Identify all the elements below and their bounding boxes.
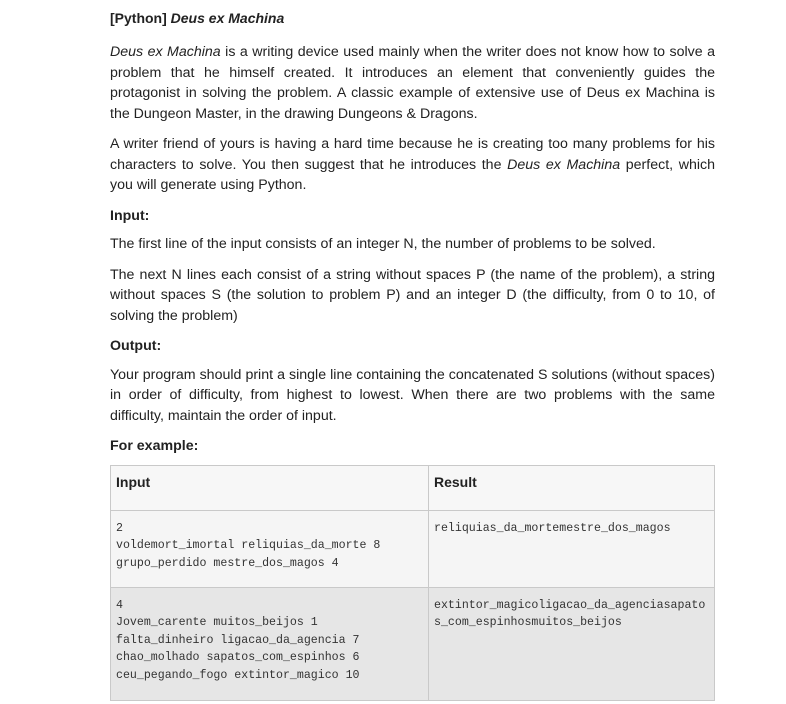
input-column-header: Input bbox=[111, 465, 429, 510]
friend-text-after: perfect, which you will generate using Python. bbox=[110, 156, 715, 193]
example-input-cell bbox=[111, 510, 429, 587]
example-result-text: reliquias_da_mortemestre_dos_magos bbox=[434, 521, 671, 535]
table-row bbox=[111, 510, 715, 587]
output-text: Your program should print a single line containing the concatenated S solutions (without spaces) in order of difficulty, from highest to lowest. When there are two problems with the same difficulty, maintain the order of input. bbox=[110, 366, 715, 424]
problem-title bbox=[110, 8, 715, 28]
input-line2: The next N lines each consist of a string without spaces P (the name of the problem), a string without spaces S (the solution to problem P) and an integer D (the difficulty, from 0 to 10, of solving the problem) bbox=[110, 266, 715, 324]
input-heading: Input: bbox=[110, 207, 150, 224]
intro-text: is a writing device used mainly when the writer does not know how to solve a problem that he himself created. It introduces an element that conveniently guides the protagonist in solving the problem. A classic example of extensive use of Deus ex Machina is the Dungeon Master, in the drawing Dungeons & Dragons. bbox=[110, 44, 715, 122]
example-result-cell bbox=[429, 587, 715, 700]
example-table bbox=[110, 465, 715, 701]
problem-statement bbox=[110, 8, 715, 701]
example-heading: For example: bbox=[110, 438, 199, 454]
input-line1: The first line of the input consists of an integer N, the number of problems to be solved. bbox=[110, 236, 656, 252]
friend-italic: Deus ex Machina bbox=[507, 156, 621, 173]
intro-paragraph bbox=[110, 42, 715, 124]
example-input-cell bbox=[111, 587, 429, 700]
intro-italic: Deus ex Machina bbox=[110, 44, 221, 60]
result-column-header: Result bbox=[429, 465, 715, 510]
friend-paragraph bbox=[110, 134, 715, 196]
table-row bbox=[111, 587, 715, 700]
example-input-text: 2 voldemort_imortal reliquias_da_morte 8 grupo_perdido mestre_dos_magos 4 bbox=[116, 521, 381, 570]
output-heading: Output: bbox=[110, 338, 162, 354]
table-header-row bbox=[111, 465, 715, 510]
example-result-text: extintor_magicoligacao_da_agenciasapatos_com_espinhosmuitos_beijos bbox=[434, 598, 706, 629]
title-name: Deus ex Machina bbox=[170, 10, 285, 26]
example-input-text: 4 Jovem_carente muitos_beijos 1 falta_dinheiro ligacao_da_agencia 7 chao_molhado sapatos_com_espinhos 6 ceu_pegando_fogo extintor_magico 10 bbox=[116, 598, 360, 682]
example-result-cell bbox=[429, 510, 715, 587]
friend-text-before: A writer friend of yours is having a hard time because he is creating too many problems for his characters to solve. You then suggest that he introduces the bbox=[110, 136, 715, 173]
title-prefix: [Python] bbox=[110, 10, 167, 26]
